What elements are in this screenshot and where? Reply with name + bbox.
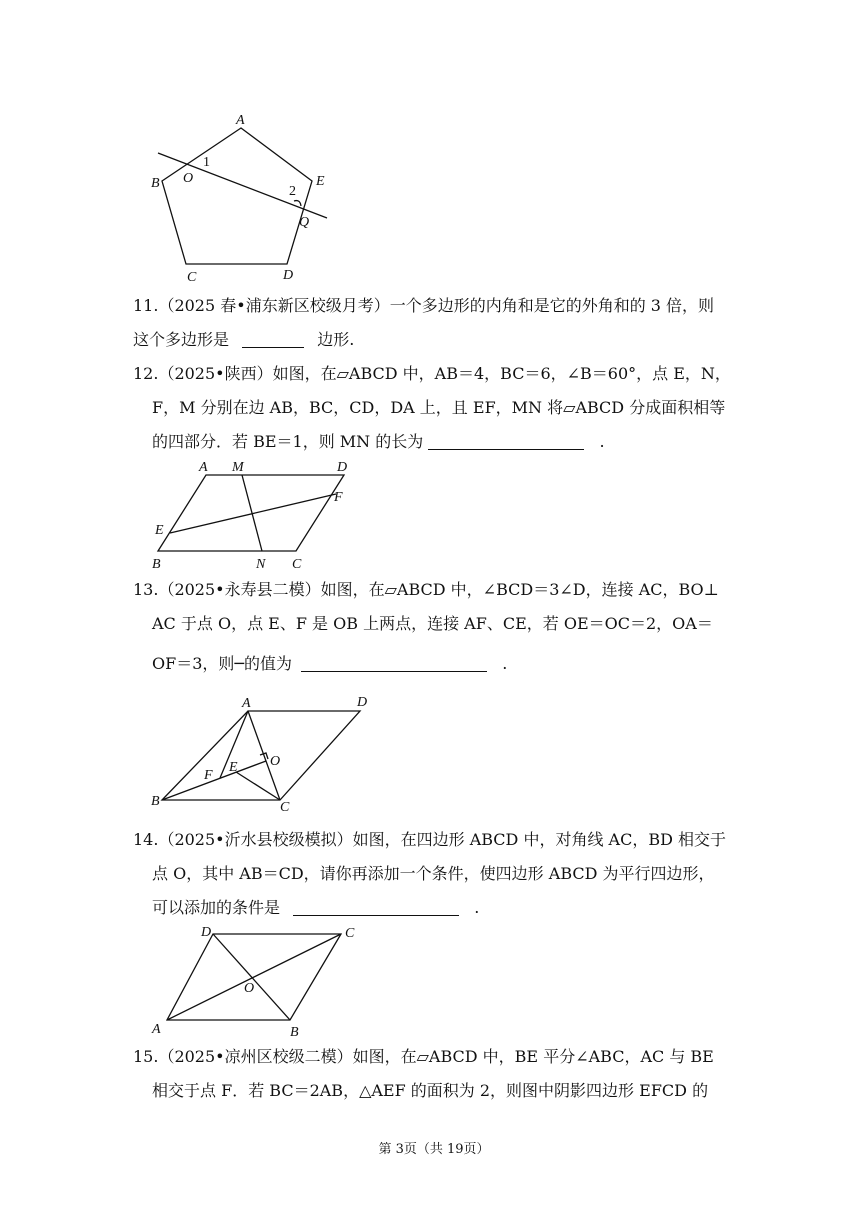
pentagon-figure bbox=[158, 128, 327, 264]
q14-line3-start: 可以添加的条件是 bbox=[152, 898, 281, 917]
fig12-label-D: D bbox=[337, 460, 348, 475]
q14-line3-end: . bbox=[474, 898, 480, 917]
figure-13 bbox=[162, 711, 360, 800]
q13-line1: 13.（2025•永寿县二模）如图，在▱ABCD 中，∠BCD＝3∠D，连接 AC，BO⊥ bbox=[133, 580, 719, 599]
pentagon-angle-1: 1 bbox=[203, 155, 210, 170]
fig12-label-A: A bbox=[199, 460, 208, 475]
fig13-label-F: F bbox=[204, 768, 213, 783]
figure-14 bbox=[167, 934, 341, 1020]
fig12-label-C: C bbox=[292, 557, 302, 572]
pentagon-label-E: E bbox=[316, 174, 325, 189]
fig12-label-E: E bbox=[155, 523, 164, 538]
q12-line3-end: . bbox=[599, 432, 605, 451]
pentagon-angle-2: 2 bbox=[289, 184, 296, 199]
fig14-label-B: B bbox=[290, 1025, 299, 1040]
q12-line1: 12.（2025•陕西）如图，在▱ABCD 中，AB＝4，BC＝6，∠B＝60°，点 E，N， bbox=[133, 364, 731, 383]
q14-line2: 点 O，其中 AB＝CD，请你再添加一个条件，使四边形 ABCD 为平行四边形， bbox=[152, 864, 715, 883]
fig13-label-E: E bbox=[229, 760, 238, 775]
q13-answer-blank[interactable] bbox=[301, 655, 487, 672]
q12-line2: F，M 分别在边 AB，BC，CD，DA 上，且 EF，MN 将▱ABCD 分成面积相等 bbox=[152, 398, 726, 417]
q11-line2 bbox=[133, 330, 354, 350]
fig13-label-A: A bbox=[242, 696, 251, 711]
q15-line2: 相交于点 F．若 BC＝2AB，△AEF 的面积为 2，则图中阴影四边形 EFCD 的 bbox=[152, 1081, 709, 1100]
q15-line1: 15.（2025•凉州区校级二模）如图，在▱ABCD 中，BE 平分∠ABC，AC 与 BE bbox=[133, 1047, 714, 1066]
page-footer: 第 3页（共 19页） bbox=[378, 1142, 490, 1157]
q12-answer-blank[interactable] bbox=[428, 433, 584, 450]
pentagon-label-D: D bbox=[283, 268, 294, 283]
q11-line2-start: 这个多边形是 bbox=[133, 330, 230, 349]
q13-line3-end: . bbox=[502, 654, 508, 673]
q14-line1: 14.（2025•沂水县校级模拟）如图，在四边形 ABCD 中，对角线 AC，BD 相交于 bbox=[133, 830, 727, 849]
fig12-label-F: F bbox=[334, 490, 343, 505]
pentagon-label-A: A bbox=[236, 113, 245, 128]
q14-answer-blank[interactable] bbox=[293, 899, 459, 916]
parallelogram-12-figure bbox=[158, 475, 344, 551]
pentagon-label-B: B bbox=[151, 176, 160, 191]
fig12-label-M: M bbox=[232, 460, 244, 475]
fig13-label-D: D bbox=[357, 695, 368, 710]
pentagon-label-C: C bbox=[187, 270, 197, 285]
fig13-label-C: C bbox=[280, 800, 290, 815]
fig13-label-B: B bbox=[151, 794, 160, 809]
pentagon-label-O: O bbox=[183, 171, 194, 186]
q13-line2: AC 于点 O，点 E、F 是 OB 上两点，连接 AF、CE，若 OE＝OC＝2，OA＝ bbox=[152, 614, 713, 633]
q12-line3-start: 的四部分．若 BE＝1，则 MN 的长为 bbox=[152, 432, 424, 451]
q12-line3 bbox=[152, 432, 605, 452]
q13-line3 bbox=[152, 654, 507, 674]
fig14-label-D: D bbox=[201, 925, 212, 940]
pentagon-label-Q: Q bbox=[299, 215, 310, 230]
fig13-label-O: O bbox=[270, 754, 281, 769]
q11-line2-end: 边形. bbox=[317, 330, 355, 349]
fig14-label-A: A bbox=[152, 1022, 161, 1037]
q14-line3 bbox=[152, 898, 479, 918]
q13-line3-start: OF＝3，则─的值为 bbox=[152, 654, 293, 673]
q11-answer-blank[interactable] bbox=[242, 331, 304, 348]
fig12-label-N: N bbox=[256, 557, 266, 572]
fig14-label-O: O bbox=[244, 981, 255, 996]
q11-line1: 11.（2025 春•浦东新区校级月考）一个多边形的内角和是它的外角和的 3 倍，则 bbox=[133, 296, 715, 315]
fig12-label-B: B bbox=[152, 557, 161, 572]
fig14-label-C: C bbox=[345, 926, 355, 941]
